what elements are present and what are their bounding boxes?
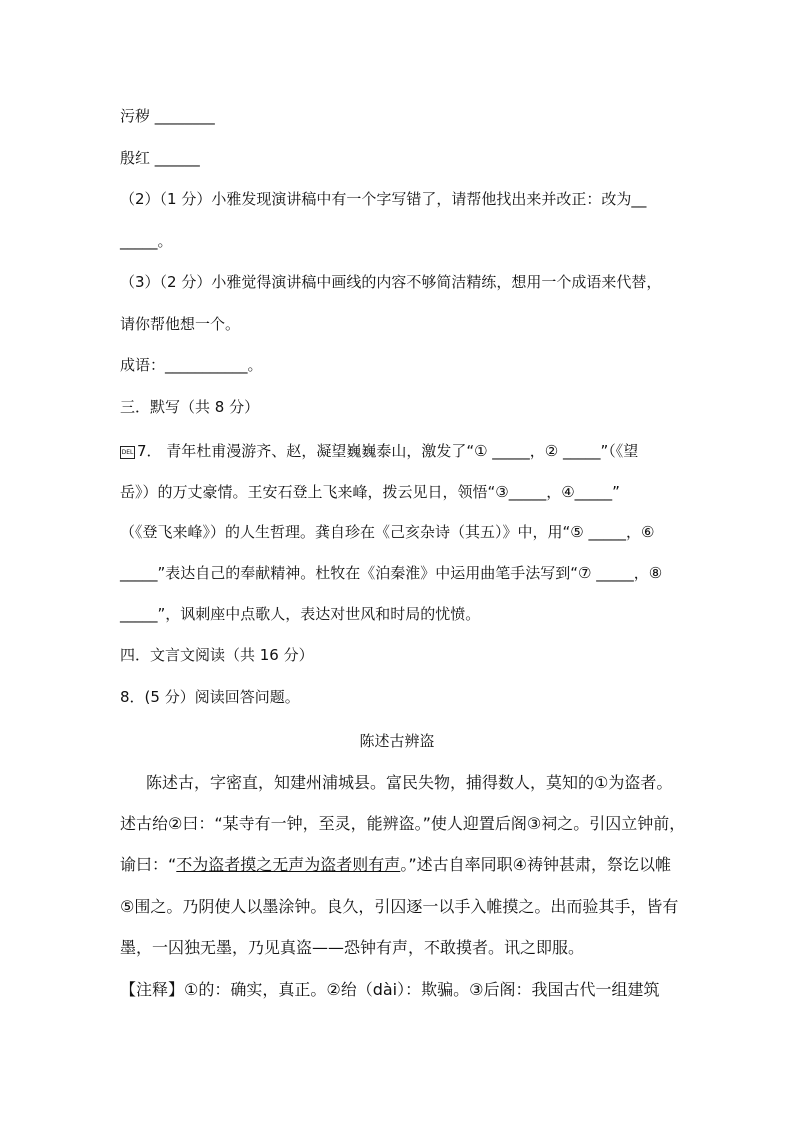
passage-line-1: 陈述古，字密直，知建州浦城县。富民失物，捕得数人，莫知的①为盗者。 — [146, 773, 673, 792]
section-3-heading: 三．默写（共 8 分） — [120, 398, 260, 416]
blank-wuhui: 污秽 ________ — [120, 107, 215, 125]
question-7 — [120, 441, 638, 461]
passage-line-5: 墨，一囚独无墨，乃见真盗——恐钟有声，不敢摸者。讯之即服。 — [120, 938, 585, 957]
passage-line-3-post: 。”述古自率同职④祷钟甚肃，祭讫以帷 — [400, 855, 671, 874]
annotation-line: 【注释】①的：确实，真正。②绐（dài）：欺骗。③后阁：我国古代一组建筑 — [120, 980, 660, 999]
question-2-cont: _____。 — [120, 232, 173, 250]
question-3-cont: 请你帮他想一个。 — [120, 315, 241, 333]
underlined-sentence: 不为盗者摸之无声为盗者则有声 — [176, 855, 401, 874]
question-2: （2）（1 分）小雅发现演讲稿中有一个字写错了，请帮他找出来并改正：改为__ — [120, 190, 647, 208]
question-3: （3）（2 分）小雅觉得演讲稿中画线的内容不够简洁精练，想用一个成语来代替， — [120, 273, 662, 291]
question-7-line1: 7． 青年杜甫漫游齐、赵，凝望巍巍泰山，激发了“① _____，② _____”（《望 — [137, 442, 639, 460]
blank-yinhong: 殷红 ______ — [120, 149, 200, 167]
passage-line-4: ⑤围之。乃阴使人以墨涂钟。良久，引囚逐一以手入帷摸之。出而验其手，皆有 — [120, 897, 679, 916]
passage-line-3 — [120, 855, 671, 875]
section-4-heading: 四．文言文阅读（共 16 分） — [120, 646, 314, 664]
question-7-line5: _____”，讽刺座中点歌人，表达对世风和时局的忧愤。 — [120, 605, 481, 623]
question-7-line4: _____”表达自己的奉献精神。杜牧在《泊秦淮》中运用曲笔手法写到“⑦ _____，⑧ — [120, 564, 663, 582]
passage-line-3-pre: 谕曰：“ — [120, 855, 177, 874]
idiom-blank: 成语：___________。 — [120, 356, 263, 374]
question-7-line2: 岳》）的万丈豪情。王安石登上飞来峰，拨云见日，领悟“③_____，④_____” — [120, 483, 620, 501]
question-7-line3: （《登飞来峰》）的人生哲理。龚自珍在《己亥杂诗（其五）》中，用“⑤ _____，⑥ — [120, 523, 655, 541]
del-icon: DEL — [120, 446, 135, 459]
passage-line-2: 述古绐②曰：“某寺有一钟，至灵，能辨盗。”使人迎置后阁③祠之。引囚立钟前， — [120, 814, 686, 833]
passage-title: 陈述古辨盗 — [359, 732, 435, 750]
question-8: 8．(5 分）阅读回答问题。 — [120, 688, 300, 706]
